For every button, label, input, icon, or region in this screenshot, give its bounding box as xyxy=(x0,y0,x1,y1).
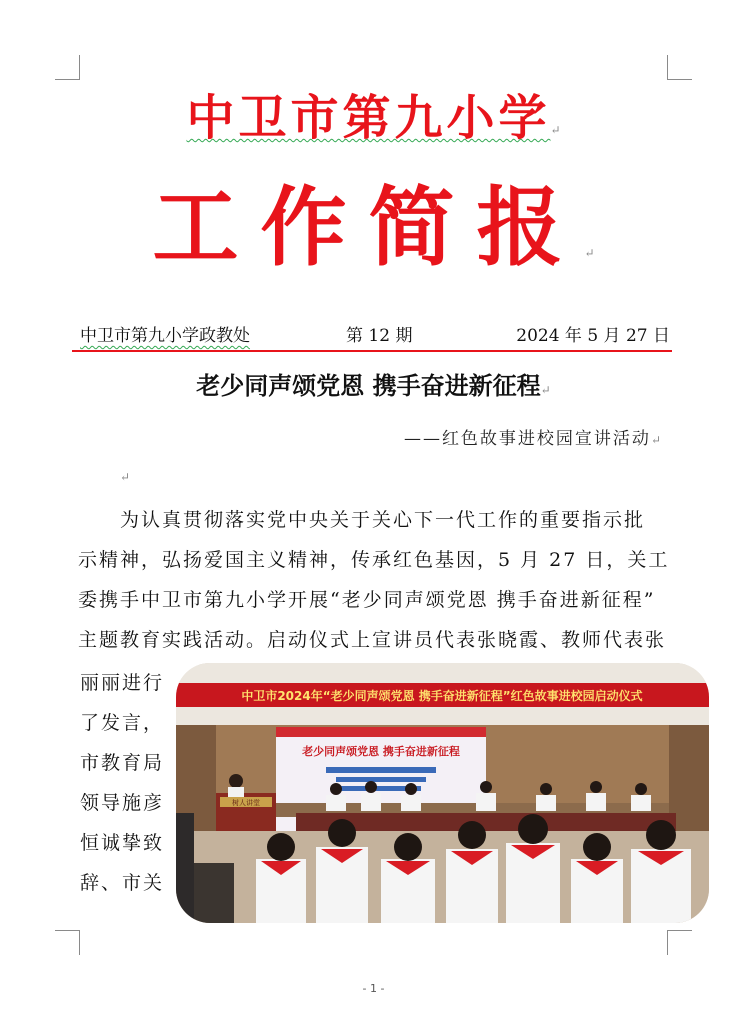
article-title-text: 老少同声颂党恩 携手奋进新征程 xyxy=(196,371,541,400)
crop-mark-bottom-left xyxy=(55,930,80,955)
bulletin-title-text: 工作简报 xyxy=(152,177,585,278)
body-line: 委携手中卫市第九小学开展“老少同声颂党恩 携手奋进新征程” xyxy=(78,589,656,611)
header-divider xyxy=(72,350,672,352)
body-line: 主题教育实践活动。启动仪式上宣讲员代表张晓霞、教师代表张 xyxy=(78,629,667,651)
wrapped-body-line: 了发言， xyxy=(80,712,165,734)
article-subtitle xyxy=(404,426,661,453)
wrapped-body-line: 市教育局 xyxy=(80,752,165,774)
wrapped-body-line: 丽丽进行 xyxy=(80,672,165,694)
issue-meta-row xyxy=(80,323,670,349)
crop-mark-top-right xyxy=(667,55,692,80)
paragraph-mark-icon: ↵ xyxy=(650,433,661,447)
school-name-header xyxy=(0,88,747,160)
wrapped-body-line: 恒诚挚致 xyxy=(80,832,165,854)
event-photo xyxy=(176,663,709,923)
paragraph-mark-icon: ↵ xyxy=(120,470,131,484)
photo-banner-text: 中卫市2024年“老少同声颂党恩 携手奋进新征程”红色故事进校园启动仪式 xyxy=(241,689,643,703)
article-subtitle-text: ——红色故事进校园宣讲活动 xyxy=(403,429,651,449)
paragraph-mark-icon: ↵ xyxy=(550,123,561,137)
photo-screen-title: 老少同声颂党恩 携手奋进新征程 xyxy=(302,745,460,758)
page-number: - 1 - xyxy=(362,982,385,995)
crop-mark-bottom-right xyxy=(667,930,692,955)
body-line: 为认真贯彻落实党中央关于关心下一代工作的重要指示批 xyxy=(120,509,646,531)
department-label: 中卫市第九小学政教处 xyxy=(80,326,250,346)
body-line: 示精神，弘扬爱国主义精神，传承红色基因，5 月 27 日，关工 xyxy=(78,549,670,571)
issue-number: 第 12 期 xyxy=(346,326,413,346)
issue-date: 2024 年 5 月 27 日 xyxy=(516,326,670,346)
podium-sign: 树人讲堂 xyxy=(232,799,260,807)
bulletin-title xyxy=(0,178,747,303)
paragraph-mark-icon: ↵ xyxy=(584,246,595,260)
school-name-text: 中卫市第九小学 xyxy=(186,90,551,146)
wrapped-body-line: 辞、市关 xyxy=(80,872,165,894)
wrapped-body-line: 领导施彦 xyxy=(80,792,165,814)
crop-mark-top-left xyxy=(55,55,80,80)
article-title xyxy=(0,368,747,408)
paragraph-mark-icon: ↵ xyxy=(540,383,551,397)
